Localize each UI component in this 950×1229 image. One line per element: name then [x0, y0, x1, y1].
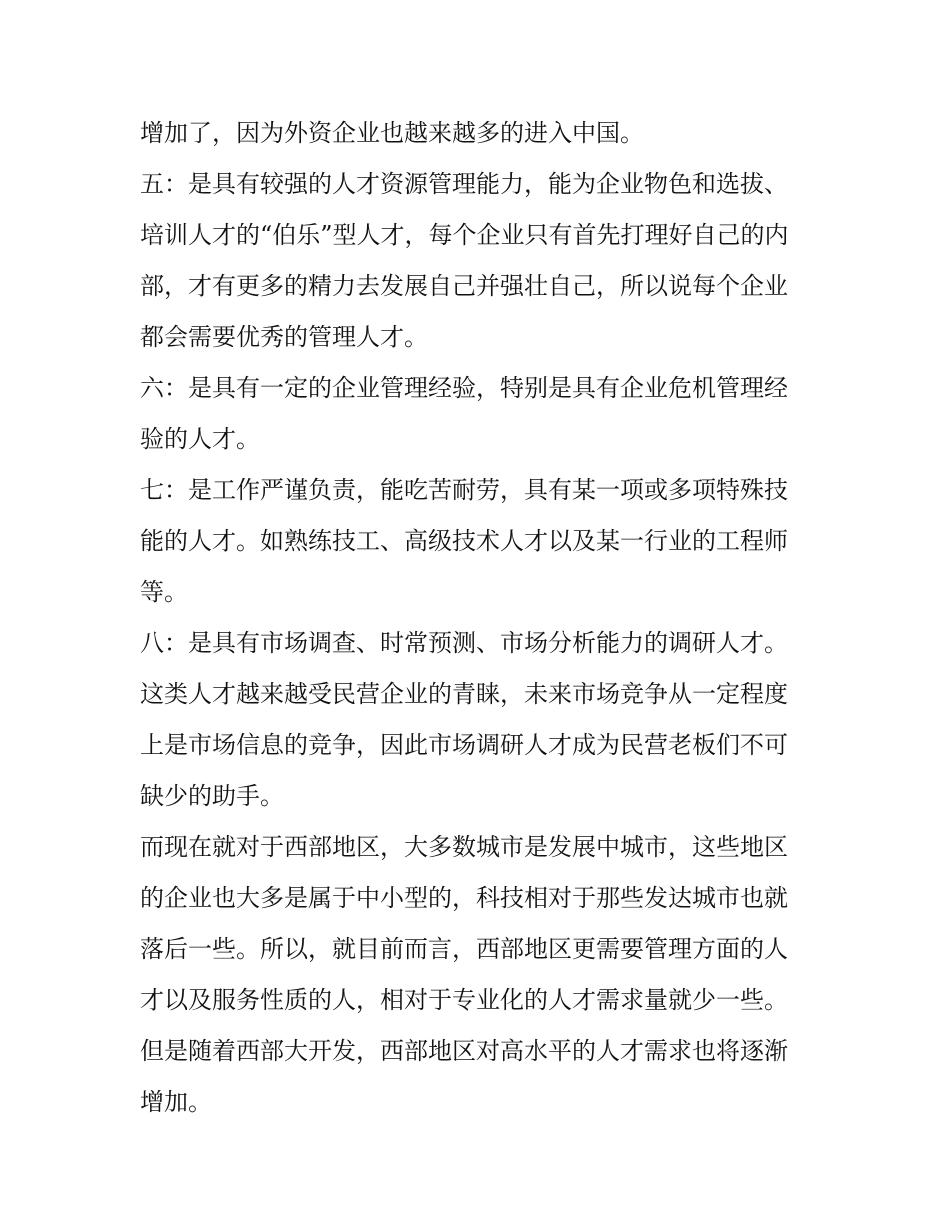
text-line: 上是市场信息的竞争，因此市场调研人才成为民营老板们不可	[140, 731, 788, 759]
text-line: 但是随着西部大开发，西部地区对高水平的人才需求也将逐渐	[140, 1037, 788, 1065]
text-line: 都会需要优秀的管理人才。	[140, 323, 428, 351]
text-line: 能的人才。如熟练技工、高级技术人才以及某一行业的工程师	[140, 527, 788, 555]
text-line: 这类人才越来越受民营企业的青睐，未来市场竞争从一定程度	[140, 680, 788, 708]
text-line: 落后一些。所以，就目前而言，西部地区更需要管理方面的人	[140, 935, 788, 963]
text-line: 部，才有更多的精力去发展自己并强壮自己，所以说每个企业	[140, 272, 788, 300]
text-line: 的企业也大多是属于中小型的，科技相对于那些发达城市也就	[140, 884, 788, 912]
text-line: 培训人才的“伯乐”型人才，每个企业只有首先打理好自己的内	[140, 221, 789, 249]
text-line: 才以及服务性质的人，相对于专业化的人才需求量就少一些。	[140, 986, 788, 1014]
document-body	[140, 108, 820, 1128]
text-line: 验的人才。	[140, 425, 260, 453]
text-line: 等。	[140, 578, 188, 606]
text-line: 缺少的助手。	[140, 782, 284, 810]
text-line: 增加了，因为外资企业也越来越多的进入中国。	[140, 119, 644, 147]
text-line: 增加。	[140, 1088, 212, 1116]
text-line: 五：是具有较强的人才资源管理能力，能为企业物色和选拔、	[140, 170, 788, 198]
text-line: 八：是具有市场调查、时常预测、市场分析能力的调研人才。	[140, 629, 788, 657]
text-line: 而现在就对于西部地区，大多数城市是发展中城市，这些地区	[140, 833, 788, 861]
text-line: 七：是工作严谨负责，能吃苦耐劳，具有某一项或多项特殊技	[140, 476, 788, 504]
text-line: 六：是具有一定的企业管理经验，特别是具有企业危机管理经	[140, 374, 788, 402]
